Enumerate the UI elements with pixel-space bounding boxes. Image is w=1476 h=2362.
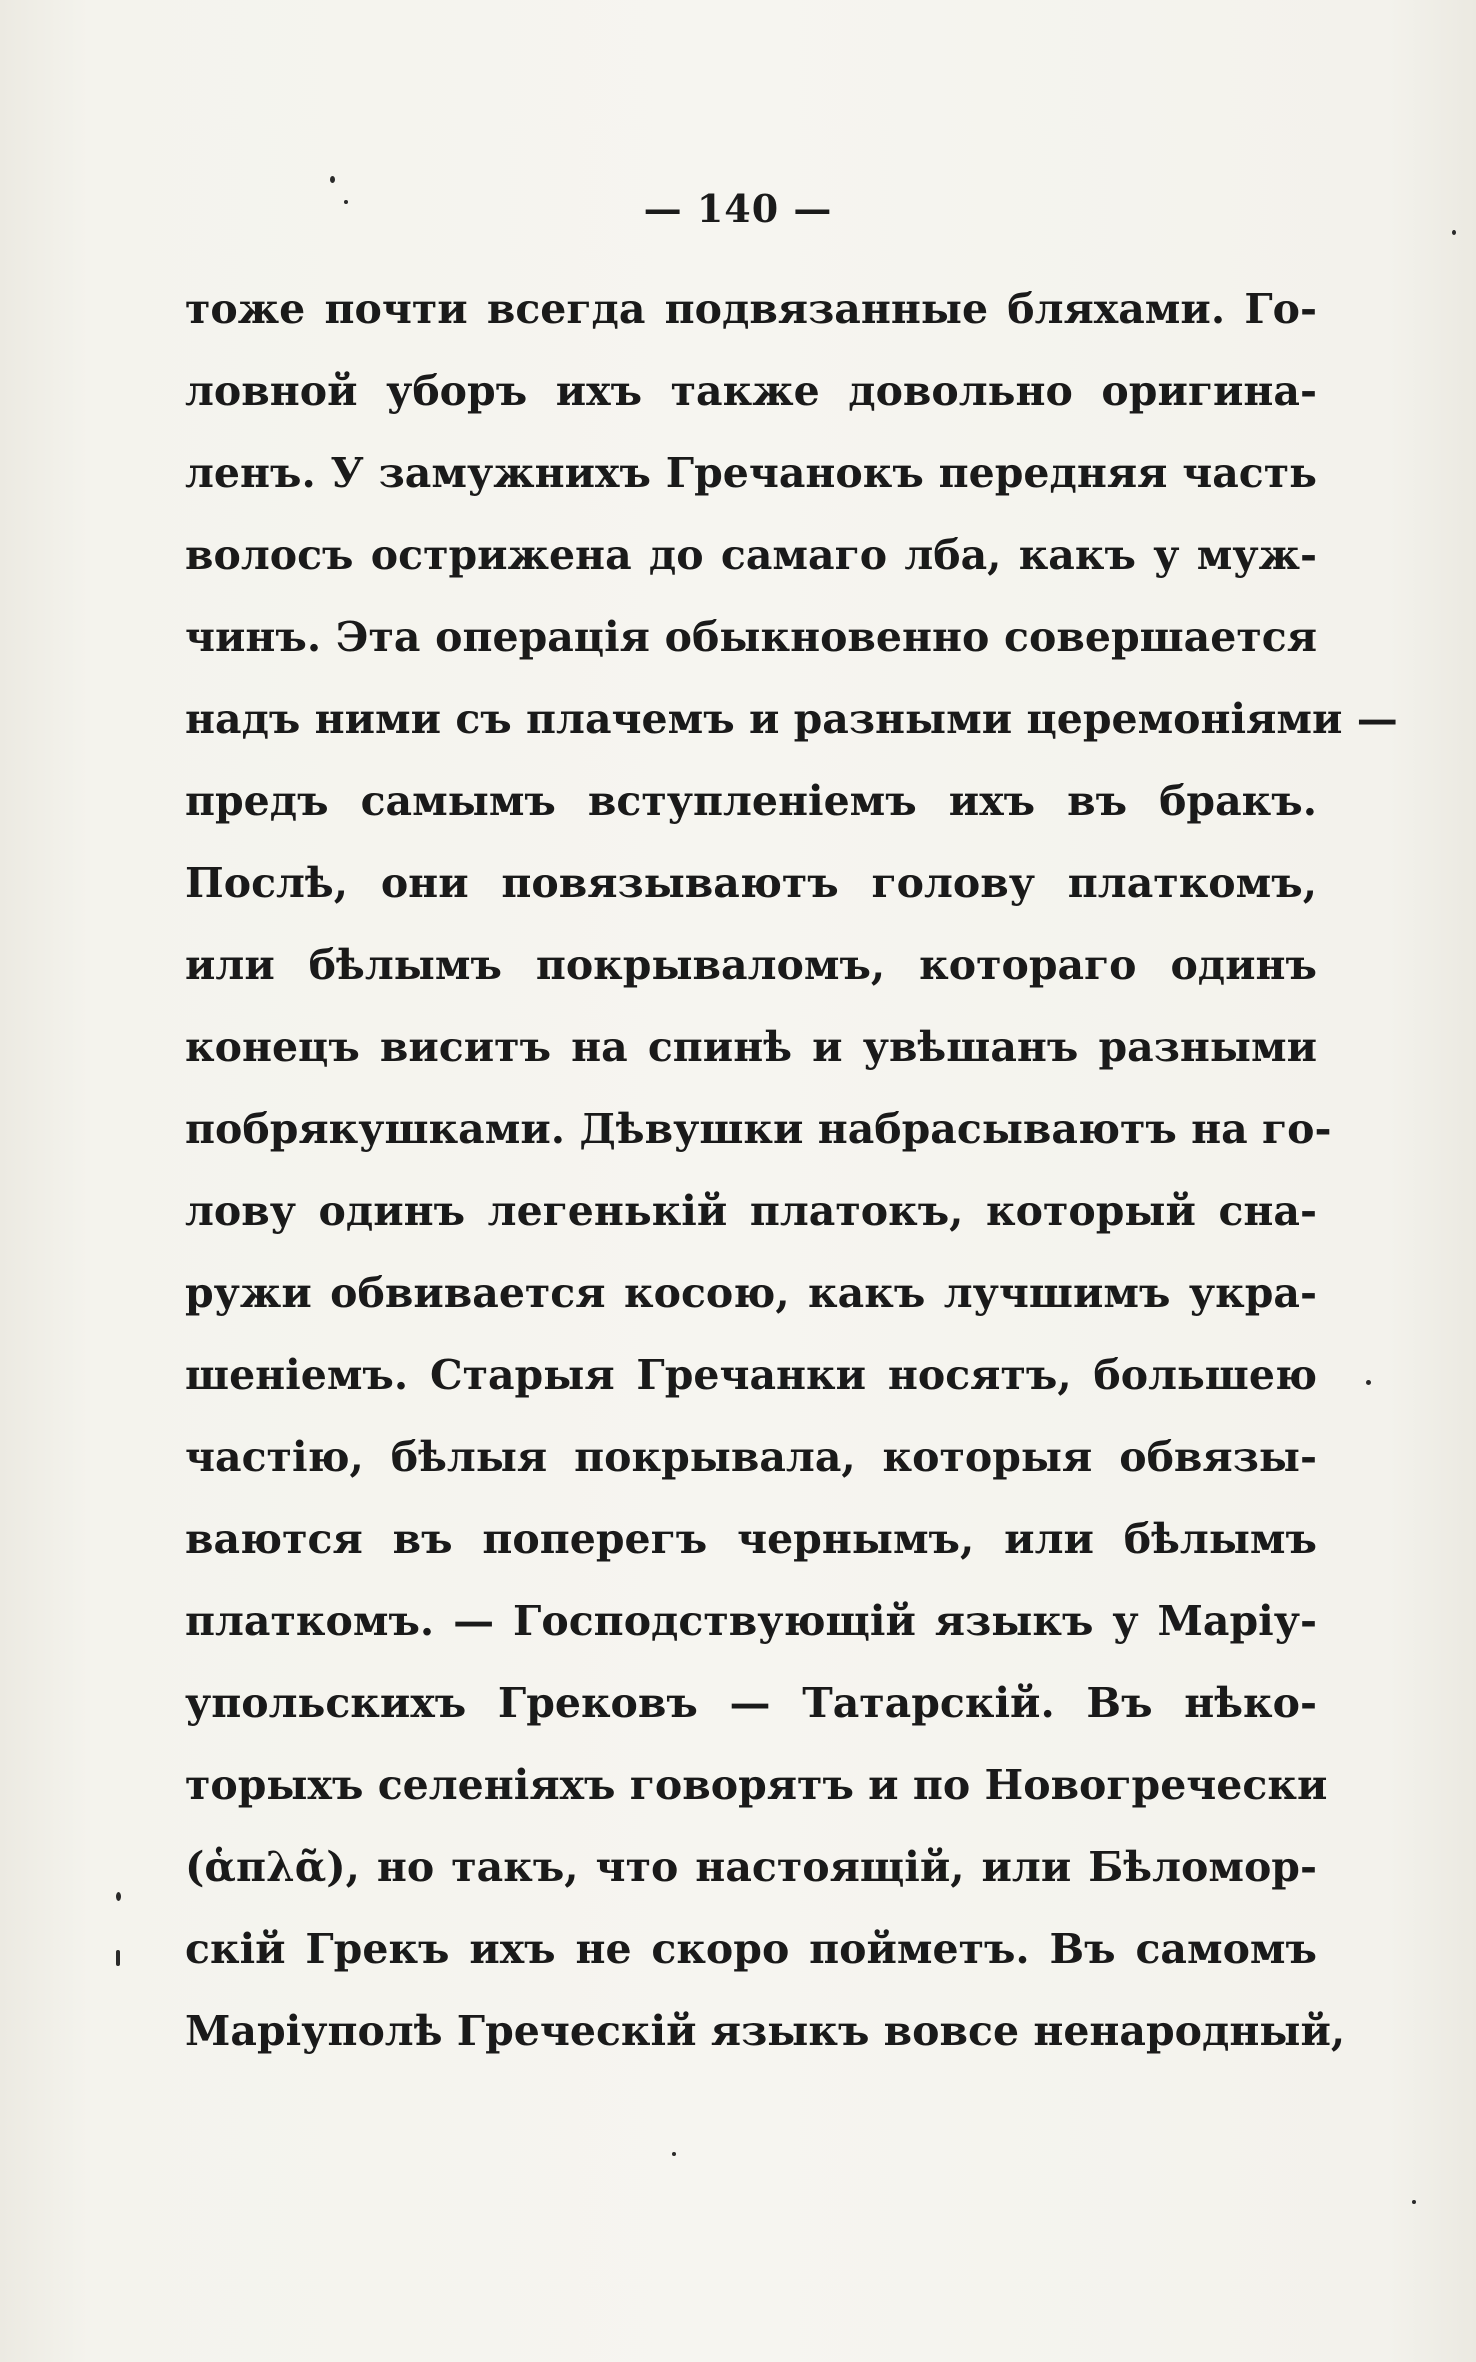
print-speck: [1412, 2200, 1416, 2204]
text-line: лову одинъ легенькій платокъ, который сна-: [185, 1187, 1317, 1235]
text-line: надъ ними съ плачемъ и разными церемоніями —: [185, 695, 1398, 743]
print-speck: [344, 200, 348, 204]
text-line: скій Грекъ ихъ не скоро пойметъ. Въ самомъ: [185, 1925, 1317, 1973]
text-line: чинъ. Эта операція обыкновенно совершается: [185, 613, 1317, 661]
text-line: платкомъ. — Господствующій языкъ у Маріу-: [185, 1597, 1317, 1645]
print-speck: [116, 1892, 121, 1901]
text-line: или бѣлымъ покрываломъ, котораго одинъ: [185, 941, 1317, 989]
text-line: ловной уборъ ихъ также довольно оригина-: [185, 367, 1317, 415]
text-line: тоже почти всегда подвязанные бляхами. Го-: [185, 285, 1317, 333]
text-line: шеніемъ. Старыя Гречанки носятъ, большею: [185, 1351, 1317, 1399]
text-line: конецъ виситъ на спинѣ и увѣшанъ разными: [185, 1023, 1317, 1071]
print-speck: [672, 2152, 676, 2156]
text-line: Послѣ, они повязываютъ голову платкомъ,: [185, 859, 1317, 907]
text-line: Маріуполѣ Греческій языкъ вовсе ненародный,: [185, 2007, 1346, 2055]
print-speck: [330, 176, 335, 183]
page-number: — 140 —: [643, 186, 833, 231]
body-text: [185, 268, 1398, 2072]
print-speck: [1452, 230, 1456, 235]
print-speck: [116, 1950, 120, 1966]
text-line: (ἁπλᾶ), но такъ, что настоящій, или Бѣломор-: [185, 1843, 1317, 1891]
text-line: побрякушками. Дѣвушки набрасываютъ на го-: [185, 1105, 1332, 1153]
text-line: ленъ. У замужнихъ Гречанокъ передняя часть: [185, 449, 1317, 497]
text-line: волосъ острижена до самаго лба, какъ у муж-: [185, 531, 1317, 579]
text-line: упольскихъ Грековъ — Татарскій. Въ нѣко-: [185, 1679, 1317, 1727]
text-line: торыхъ селеніяхъ говорятъ и по Новогречески: [185, 1761, 1328, 1809]
text-line: предъ самымъ вступленіемъ ихъ въ бракъ.: [185, 777, 1317, 825]
text-line: ваются въ поперегъ чернымъ, или бѣлымъ: [185, 1515, 1317, 1563]
text-line: частію, бѣлыя покрывала, которыя обвязы-: [185, 1433, 1317, 1481]
print-speck: [1366, 1380, 1371, 1385]
text-line: ружи обвивается косою, какъ лучшимъ укра-: [185, 1269, 1317, 1317]
